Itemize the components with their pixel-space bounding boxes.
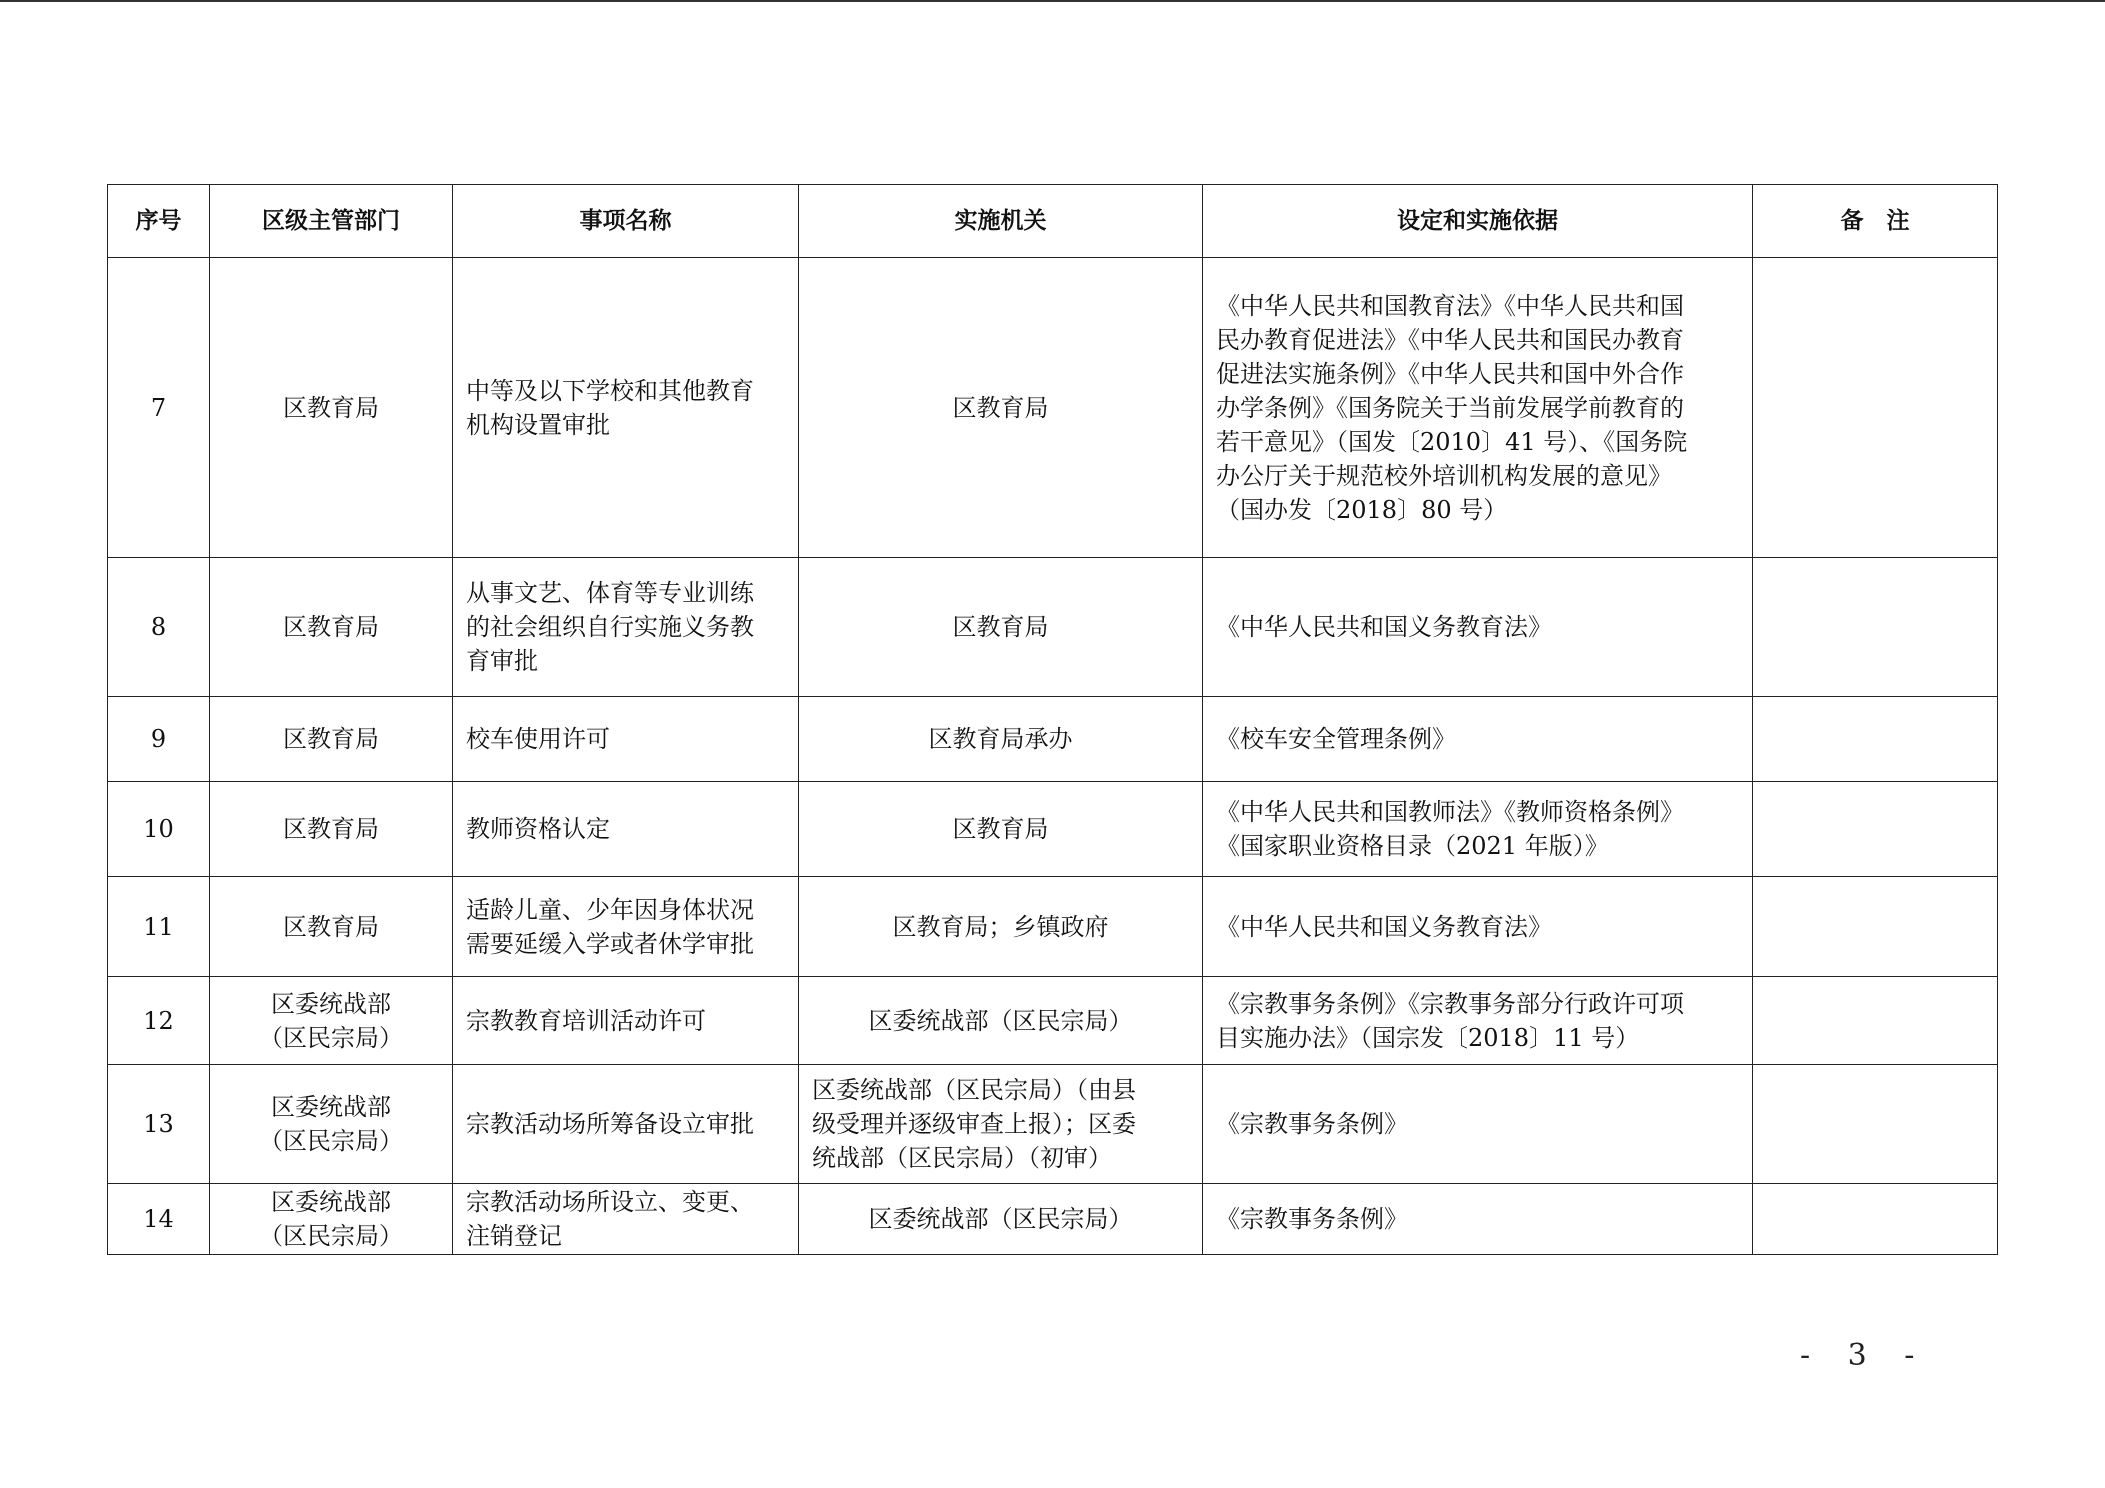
item-name-cell: 从事文艺、体育等专业训练 的社会组织自行实施义务教 育审批 <box>453 558 799 697</box>
remarks-cell <box>1753 697 1998 782</box>
table-row <box>108 258 1998 558</box>
agency-cell: 区教育局 <box>799 258 1203 558</box>
legal-basis-cell: 《中华人民共和国义务教育法》 <box>1203 877 1753 977</box>
serial-number-cell: 11 <box>108 877 210 977</box>
legal-basis-cell: 《校车安全管理条例》 <box>1203 697 1753 782</box>
remarks-cell <box>1753 877 1998 977</box>
header-item-name: 事项名称 <box>453 185 799 258</box>
table-row <box>108 877 1998 977</box>
agency-cell: 区教育局 <box>799 782 1203 877</box>
item-name-cell: 宗教活动场所筹备设立审批 <box>453 1065 799 1184</box>
serial-number-cell: 14 <box>108 1184 210 1255</box>
table-row <box>108 1184 1998 1255</box>
item-name-cell: 教师资格认定 <box>453 782 799 877</box>
header-serial-number: 序号 <box>108 185 210 258</box>
department-cell: 区教育局 <box>210 558 453 697</box>
header-legal-basis: 设定和实施依据 <box>1203 185 1753 258</box>
item-name-cell: 宗教活动场所设立、变更、 注销登记 <box>453 1184 799 1255</box>
department-cell: 区委统战部 （区民宗局） <box>210 1184 453 1255</box>
remarks-cell <box>1753 558 1998 697</box>
legal-basis-cell: 《中华人民共和国教育法》《中华人民共和国 民办教育促进法》《中华人民共和国民办教育 促进法实施条例》《中华人民共和国中外合作 办学条例》《国务院关于当前发展学前教育的 若干意见》（国发〔2010〕41 号）、《国务院 办公厅关于规范校外培训机构发展的意见》 （国办发〔2018〕80 号） <box>1203 258 1753 558</box>
serial-number-cell: 13 <box>108 1065 210 1184</box>
header-remarks: 备 注 <box>1753 185 1998 258</box>
serial-number-cell: 8 <box>108 558 210 697</box>
legal-basis-cell: 《宗教事务条例》 <box>1203 1065 1753 1184</box>
page-number: - 3 - <box>1800 1338 1929 1373</box>
header-implementing-agency: 实施机关 <box>799 185 1203 258</box>
approval-items-table <box>107 184 1998 1255</box>
top-rule <box>0 0 2105 2</box>
department-cell: 区委统战部 （区民宗局） <box>210 1065 453 1184</box>
remarks-cell <box>1753 782 1998 877</box>
agency-cell: 区教育局 <box>799 558 1203 697</box>
legal-basis-cell: 《中华人民共和国义务教育法》 <box>1203 558 1753 697</box>
item-name-cell: 中等及以下学校和其他教育 机构设置审批 <box>453 258 799 558</box>
item-name-cell: 宗教教育培训活动许可 <box>453 977 799 1065</box>
table-row <box>108 558 1998 697</box>
remarks-cell <box>1753 1065 1998 1184</box>
table-row <box>108 697 1998 782</box>
department-cell: 区委统战部 （区民宗局） <box>210 977 453 1065</box>
table-row <box>108 1065 1998 1184</box>
serial-number-cell: 10 <box>108 782 210 877</box>
agency-cell: 区委统战部（区民宗局）（由县 级受理并逐级审查上报）；区委 统战部（区民宗局）（初审） <box>799 1065 1203 1184</box>
legal-basis-cell: 《中华人民共和国教师法》《教师资格条例》 《国家职业资格目录（2021 年版）》 <box>1203 782 1753 877</box>
header-department: 区级主管部门 <box>210 185 453 258</box>
item-name-cell: 校车使用许可 <box>453 697 799 782</box>
table-header-row <box>108 185 1998 258</box>
table-row <box>108 782 1998 877</box>
serial-number-cell: 7 <box>108 258 210 558</box>
remarks-cell <box>1753 1184 1998 1255</box>
agency-cell: 区委统战部（区民宗局） <box>799 977 1203 1065</box>
table-row <box>108 977 1998 1065</box>
agency-cell: 区教育局；乡镇政府 <box>799 877 1203 977</box>
serial-number-cell: 12 <box>108 977 210 1065</box>
remarks-cell <box>1753 258 1998 558</box>
department-cell: 区教育局 <box>210 782 453 877</box>
agency-cell: 区委统战部（区民宗局） <box>799 1184 1203 1255</box>
legal-basis-cell: 《宗教事务条例》 <box>1203 1184 1753 1255</box>
legal-basis-cell: 《宗教事务条例》《宗教事务部分行政许可项 目实施办法》（国宗发〔2018〕11 号） <box>1203 977 1753 1065</box>
department-cell: 区教育局 <box>210 258 453 558</box>
remarks-cell <box>1753 977 1998 1065</box>
department-cell: 区教育局 <box>210 697 453 782</box>
item-name-cell: 适龄儿童、少年因身体状况 需要延缓入学或者休学审批 <box>453 877 799 977</box>
serial-number-cell: 9 <box>108 697 210 782</box>
department-cell: 区教育局 <box>210 877 453 977</box>
agency-cell: 区教育局承办 <box>799 697 1203 782</box>
